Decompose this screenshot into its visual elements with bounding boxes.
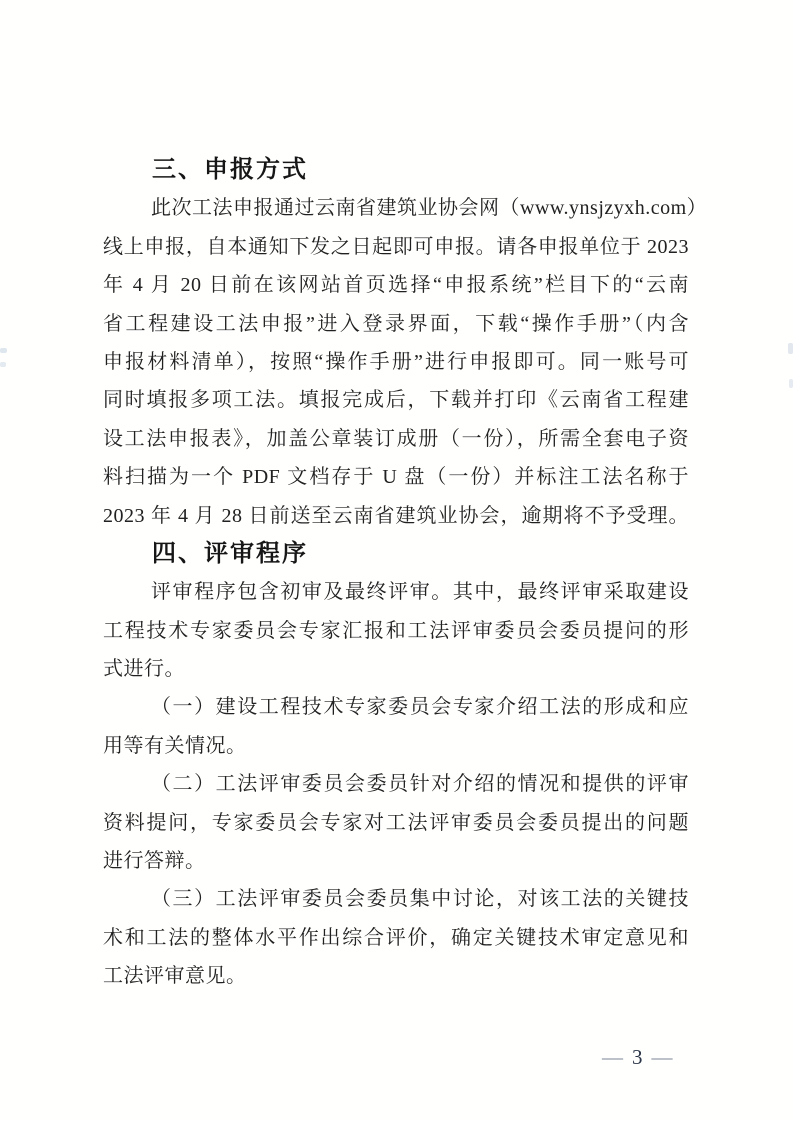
paragraph <box>103 189 708 535</box>
text-line: 2023 年 4 月 28 日前送至云南省建筑业协会，逾期将不予受理。 <box>103 504 689 527</box>
text-line: （一）建设工程技术专家委员会专家介绍工法的形成和应 <box>151 696 689 719</box>
text-line: 年 4 月 20 日前在该网站首页选择“申报系统”栏目下的“云南 <box>103 274 689 297</box>
paragraph <box>103 688 689 765</box>
page-number-dash-right: — <box>651 1045 673 1069</box>
text-line: 用等有关情况。 <box>103 734 247 757</box>
paragraph <box>103 765 689 880</box>
page-number-value: 3 <box>632 1045 643 1069</box>
text-line: 资料提问，专家委员会专家对工法评审委员会委员提出的问题 <box>103 811 689 834</box>
text-line: 此次工法申报通过云南省建筑业协会网（www.ynsjzyxh.com） <box>151 197 708 220</box>
scan-artifact-left-1 <box>0 348 7 353</box>
text-line: （三）工法评审委员会委员集中讨论，对该工法的关键技 <box>151 888 689 911</box>
text-line: 设工法申报表》，加盖公章装订成册（一份），所需全套电子资 <box>103 427 689 450</box>
text-line: 术和工法的整体水平作出综合评价，确定关键技术审定意见和 <box>103 926 689 949</box>
text-line: 工法评审意见。 <box>103 965 247 988</box>
section-heading: 三、申报方式 <box>152 156 308 183</box>
text-line: 式进行。 <box>103 658 185 681</box>
scan-artifact-left-2 <box>0 362 6 367</box>
section-application-method <box>103 151 708 535</box>
text-line: 进行答辩。 <box>103 850 206 873</box>
text-line: 同时填报多项工法。填报完成后，下载并打印《云南省工程建 <box>103 389 689 412</box>
text-line: 线上申报，自本通知下发之日起即可申报。请各申报单位于 2023 <box>103 235 689 258</box>
text-line: 料扫描为一个 PDF 文档存于 U 盘（一份）并标注工法名称于 <box>103 466 689 489</box>
text-line: （二）工法评审委员会委员针对介绍的情况和提供的评审 <box>151 773 689 796</box>
document-body <box>103 151 708 996</box>
section-review-procedure <box>103 535 689 996</box>
text-line: 省工程建设工法申报”进入登录界面，下载“操作手册”（内含 <box>103 312 689 335</box>
page-number-dash-left: — <box>602 1045 623 1069</box>
paragraph <box>103 880 689 995</box>
text-line: 工程技术专家委员会专家汇报和工法评审委员会委员提问的形 <box>103 619 689 642</box>
scan-artifact-right-1 <box>788 343 793 354</box>
text-line: 申报材料清单），按照“操作手册”进行申报即可。同一账号可 <box>103 350 689 373</box>
paragraph <box>103 573 689 688</box>
scan-artifact-right-2 <box>789 379 793 388</box>
page-number <box>593 1042 682 1072</box>
section-heading: 四、评审程序 <box>152 539 308 567</box>
text-line: 评审程序包含初审及最终评审。其中，最终评审采取建设 <box>151 581 689 604</box>
